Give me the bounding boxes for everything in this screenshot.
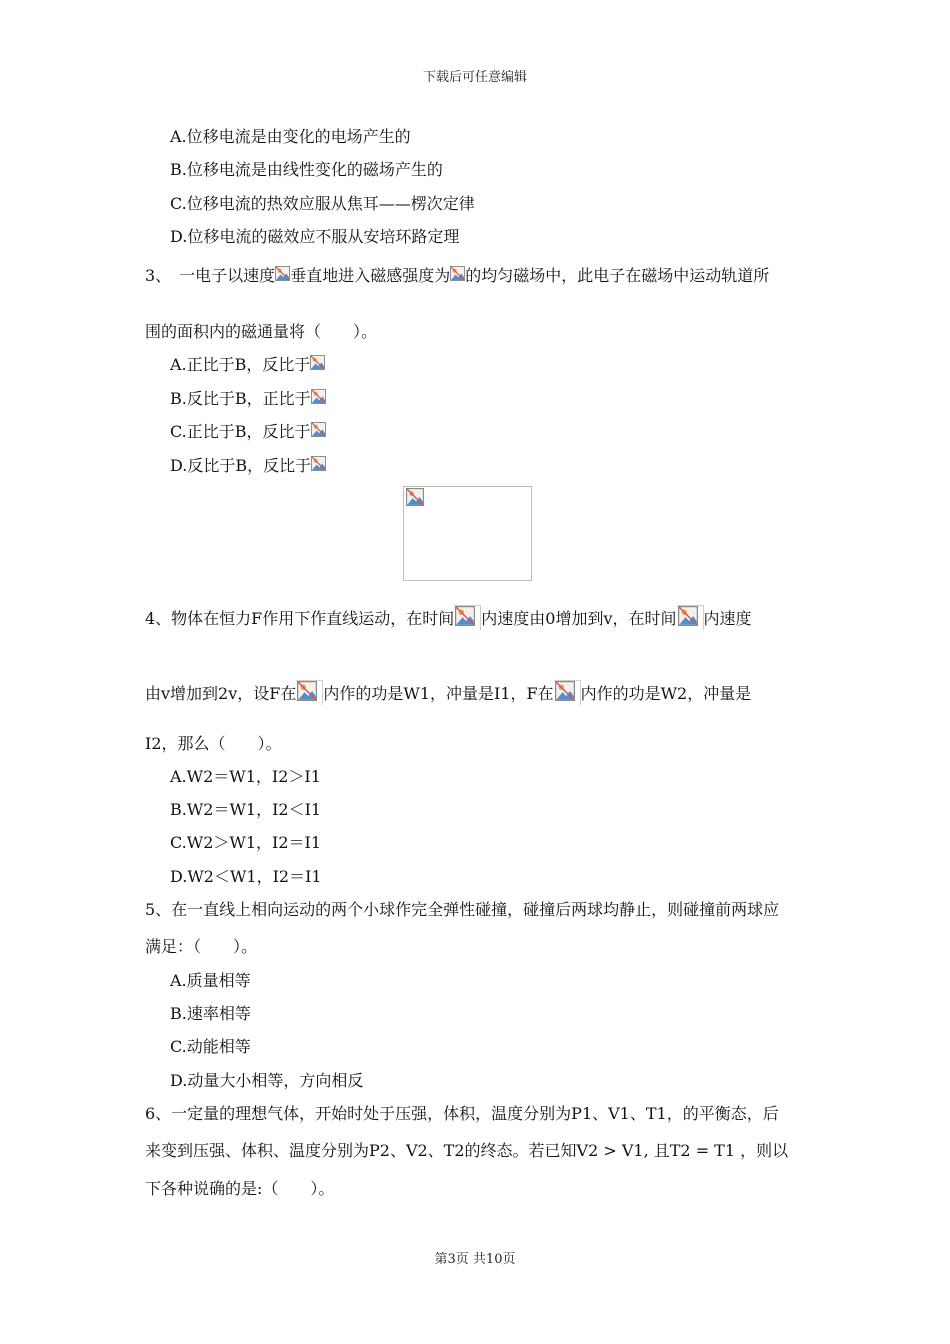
q4-text-6: 内作的功是W2，冲量是 [580, 684, 752, 703]
page-footer: 第3页 共10页 [434, 1252, 516, 1267]
formula-image-icon [311, 422, 326, 440]
q5-option-b: B.速率相等 [170, 1004, 251, 1023]
formula-image-icon [311, 389, 326, 407]
q4-text-1: 4、物体在恒力F作用下作直线运动，在时间 [145, 609, 455, 628]
q4-text-3: 内速度 [703, 609, 752, 628]
q3-option-b-text: B.反比于B，正比于 [170, 389, 311, 408]
q2-option-b: B.位移电流是由线性变化的磁场产生的 [170, 160, 443, 179]
q5-option-d: D.动量大小相等，方向相反 [170, 1071, 364, 1090]
q4-line-3: I2，那么（ ）。 [145, 734, 282, 753]
q4-option-d: D.W2＜W1，I2＝I1 [170, 867, 322, 886]
q4-text-2: 内速度由0增加到v，在时间 [481, 609, 677, 628]
q6-line-2: 来变到压强、体积、温度分别为P2、V2、T2的终态。若已知V2 > V1, 且T2 = T1 ，则以 [145, 1141, 789, 1160]
q4-option-c: C.W2＞W1，I2＝I1 [170, 833, 322, 852]
formula-image-icon [296, 680, 323, 705]
page-header: 下载后可任意编辑 [422, 70, 527, 85]
formula-image-icon [677, 605, 704, 630]
q3-option-c [170, 422, 326, 442]
formula-image-icon [275, 266, 290, 284]
q3-option-a-text: A.正比于B，反比于 [170, 355, 311, 374]
q3-text-2: 垂直地进入磁感强度为 [290, 266, 451, 285]
q3-option-d [170, 456, 326, 476]
figure-image-placeholder [403, 486, 532, 581]
q6-line-3: 下各种说确的是:（ ）。 [145, 1179, 335, 1198]
broken-image-icon [405, 488, 425, 506]
q5-line-2: 满足：（ ）。 [145, 937, 258, 956]
formula-image-icon [311, 456, 326, 474]
q3-text-3: 的均匀磁场中，此电子在磁场中运动轨道所 [465, 266, 770, 285]
formula-image-icon [554, 680, 581, 705]
q2-option-a: A.位移电流是由变化的电场产生的 [170, 127, 411, 146]
q3-option-a [170, 355, 325, 375]
q3-line-1 [145, 266, 769, 286]
q4-text-4: 由v增加到2v，设F在 [145, 684, 297, 703]
q4-text-5: 内作的功是W1，冲量是I1，F在 [323, 684, 554, 703]
q3-option-d-text: D.反比于B，反比于 [170, 456, 312, 475]
q3-text-1: 3、 一电子以速度 [145, 266, 276, 285]
q5-option-c: C.动能相等 [170, 1037, 251, 1056]
q5-line-1: 5、在一直线上相向运动的两个小球作完全弹性碰撞，碰撞后两球均静止，则碰撞前两球应 [145, 900, 780, 919]
q5-option-a: A.质量相等 [170, 971, 251, 990]
q2-option-d: D.位移电流的磁效应不服从安培环路定理 [170, 227, 460, 246]
formula-image-icon [454, 605, 481, 630]
q3-option-c-text: C.正比于B，反比于 [170, 422, 311, 441]
formula-image-icon [310, 355, 325, 373]
q3-line-2: 围的面积内的磁通量将（ ）。 [145, 322, 378, 341]
q6-line-1: 6、一定量的理想气体，开始时处于压强，体积，温度分别为P1、V1、T1，的平衡态，后 [145, 1104, 779, 1123]
q4-line-2 [145, 680, 751, 705]
formula-image-icon [450, 266, 465, 284]
q2-option-c: C.位移电流的热效应服从焦耳——楞次定律 [170, 194, 475, 213]
q4-option-b: B.W2＝W1，I2＜I1 [170, 800, 322, 819]
q4-option-a: A.W2＝W1，I2＞I1 [170, 767, 321, 786]
q3-option-b [170, 389, 326, 409]
q4-line-1 [145, 605, 752, 630]
